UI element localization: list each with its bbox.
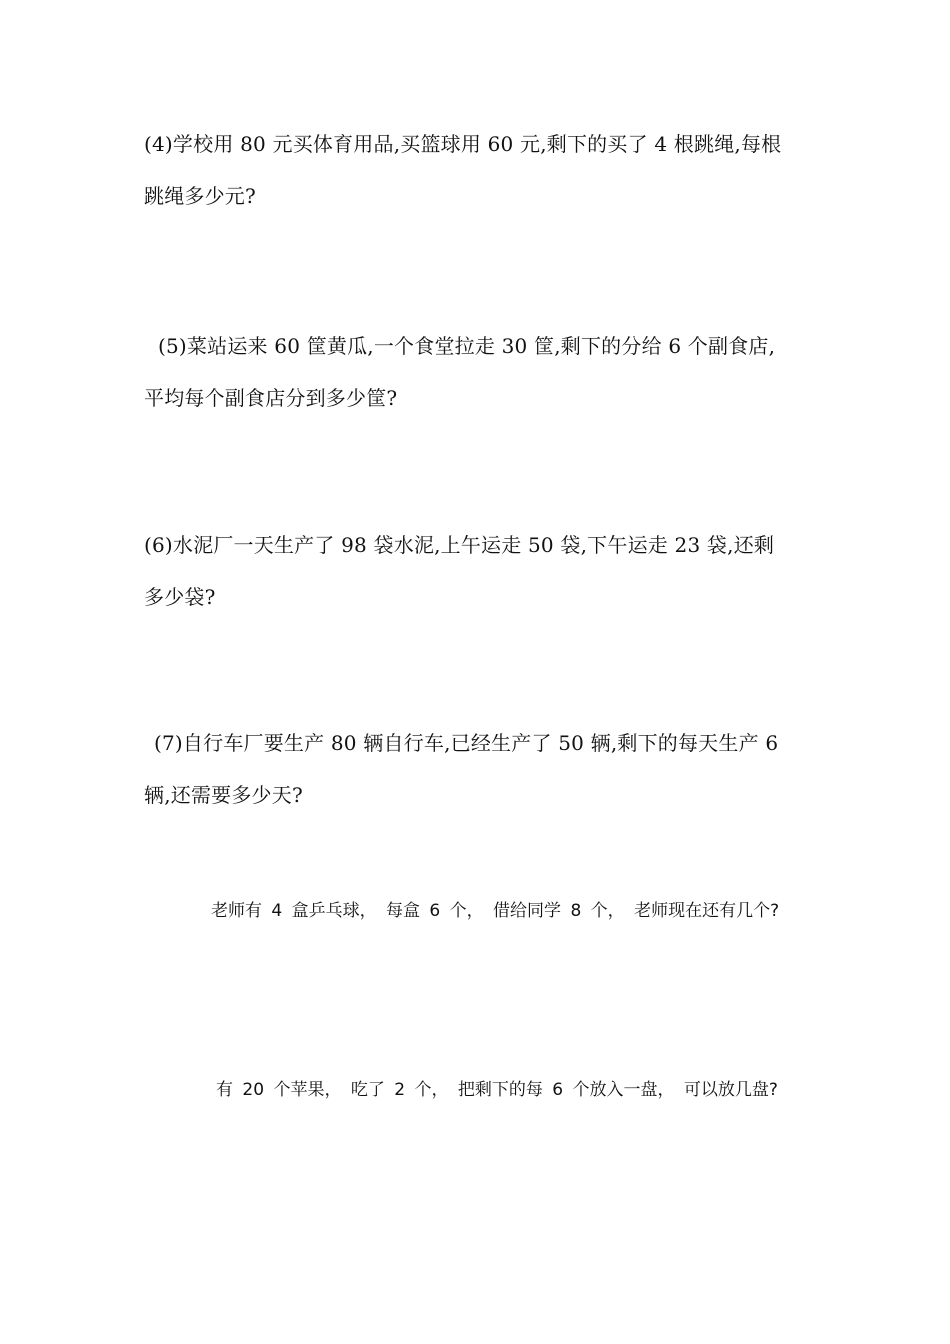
problem-line: (6)水泥厂一天生产了 98 袋水泥,上午运走 50 袋,下午运走 23 袋,还剩 bbox=[144, 533, 775, 557]
problem-line: (5)菜站运来 60 筐黄瓜,一个食堂拉走 30 筐,剩下的分给 6 个副食店, bbox=[158, 334, 776, 358]
word-problem-6 bbox=[144, 519, 774, 623]
word-problem-5 bbox=[144, 320, 775, 424]
problem-line: (4)学校用 80 元买体育用品,买篮球用 60 元,剩下的买了 4 根跳绳,每根 bbox=[144, 132, 782, 156]
problem-line: 多少袋? bbox=[144, 585, 216, 609]
word-problem-apples: 有 20 个苹果， 吃了 2 个， 把剩下的每 6 个放入一盘， 可以放几盘? bbox=[216, 1080, 778, 1100]
word-problem-ping-pong: 老师有 4 盒乒乓球， 每盒 6 个， 借给同学 8 个， 老师现在还有几个? bbox=[211, 901, 780, 921]
word-problem-4 bbox=[144, 118, 781, 222]
problem-line: (7)自行车厂要生产 80 辆自行车,已经生产了 50 辆,剩下的每天生产 6 bbox=[154, 731, 779, 755]
word-problem-7 bbox=[144, 717, 778, 821]
problem-line: 辆,还需要多少天? bbox=[144, 783, 303, 807]
problem-line: 平均每个副食店分到多少筐? bbox=[144, 386, 398, 410]
problem-line: 跳绳多少元? bbox=[144, 184, 256, 208]
